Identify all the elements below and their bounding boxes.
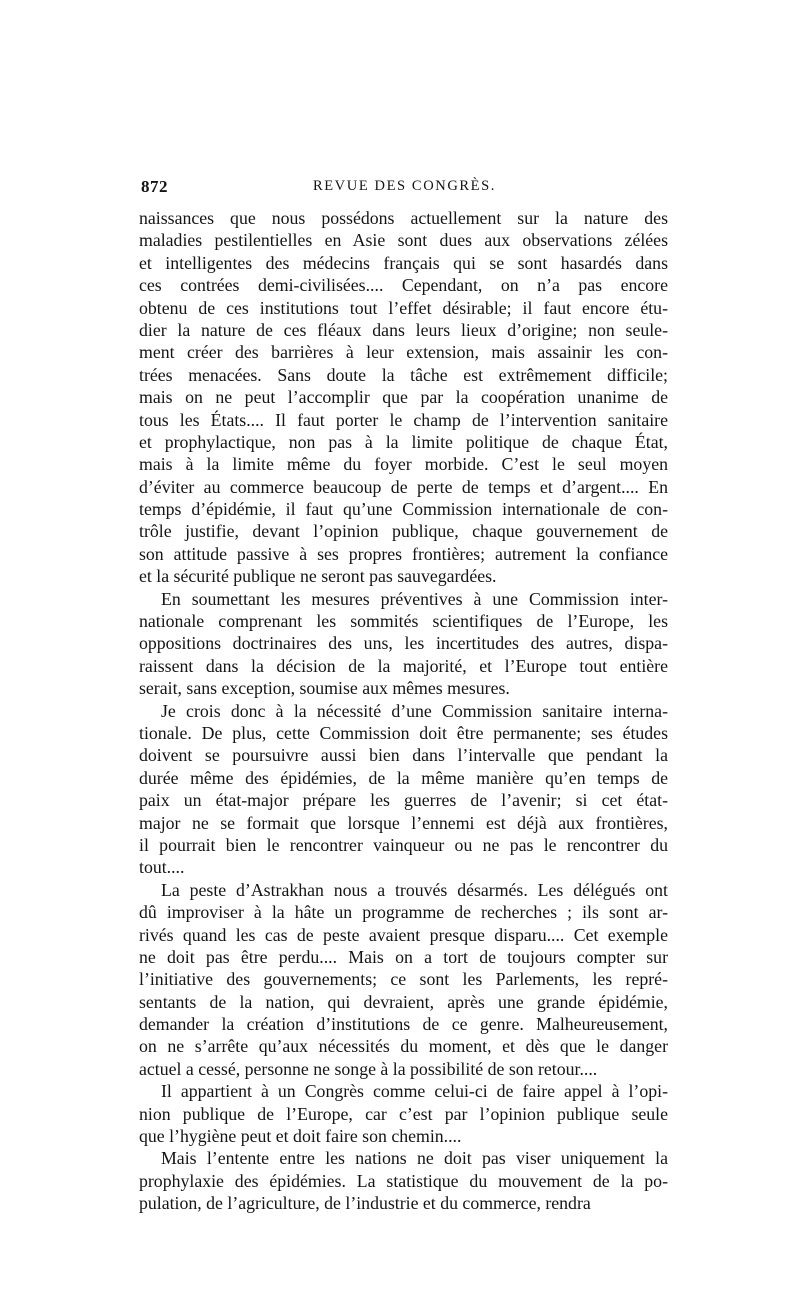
text-line: il pourrait bien le rencontrer vainqueur ou ne pas le rencontrer du	[139, 834, 668, 855]
paragraph	[139, 700, 668, 879]
paragraph	[139, 1147, 668, 1214]
text-line: oppositions doctrinaires des uns, les incertitudes des autres, dispa-	[139, 633, 668, 654]
text-line: demander la création d’institutions de ce genre. Malheureusement,	[139, 1014, 668, 1035]
text-line: dû improviser à la hâte un programme de recherches ; ils sont ar-	[139, 902, 668, 923]
paragraph	[139, 588, 668, 700]
text-line: ment créer des barrières à leur extension, mais assainir les con-	[139, 342, 668, 363]
text-line: ne doit pas être perdu.... Mais on a tort de toujours compter sur	[139, 946, 668, 967]
text-line: raissent dans la décision de la majorité, et l’Europe tout entière	[139, 655, 668, 676]
text-line: En soumettant les mesures préventives à une Commission inter-	[161, 588, 668, 609]
text-line: nationale comprenant les sommités scientifiques de l’Europe, les	[139, 611, 668, 632]
text-line: paix un état-major prépare les guerres de l’avenir; si cet état-	[139, 790, 668, 811]
text-line: naissances que nous possédons actuellement sur la nature des	[139, 208, 668, 228]
text-line: Mais l’entente entre les nations ne doit pas viser uniquement la	[161, 1148, 668, 1169]
text-line: La peste d’Astrakhan nous a trouvés désarmés. Les délégués ont	[161, 879, 668, 900]
text-line: nion publique de l’Europe, car c’est par l’opinion publique seule	[139, 1103, 668, 1124]
text-line: actuel a cessé, personne ne songe à la possibilité de son retour....	[139, 1058, 598, 1079]
text-line: Il appartient à un Congrès comme celui-ci de faire appel à l’opi-	[161, 1081, 668, 1102]
running-title: REVUE DES CONGRÈS.	[312, 178, 497, 194]
text-line: trées menacées. Sans doute la tâche est extrêmement difficile;	[139, 364, 668, 385]
text-line: on ne s’arrête qu’aux nécessités du moment, et dès que le danger	[139, 1036, 668, 1057]
paragraph	[139, 207, 668, 588]
text-line: et la sécurité publique ne seront pas sauvegardées.	[139, 566, 497, 587]
text-line: et prophylactique, non pas à la limite politique de chaque État,	[139, 431, 668, 452]
text-line: major ne se formait que lorsque l’ennemi est déjà aux frontières,	[139, 812, 668, 833]
body-text	[139, 207, 668, 1215]
text-line: d’éviter au commerce beaucoup de perte de temps et d’argent.... En	[139, 476, 668, 497]
text-line: pulation, de l’agriculture, de l’industrie et du commerce, rendra	[139, 1193, 591, 1214]
text-line: mais à la limite même du foyer morbide. C’est le seul moyen	[139, 454, 668, 475]
text-line: maladies pestilentielles en Asie sont dues aux observations zélées	[139, 230, 668, 251]
text-line: tionale. De plus, cette Commission doit être permanente; ses études	[139, 722, 668, 743]
text-line: trôle justifie, devant l’opinion publique, chaque gouvernement de	[139, 521, 668, 542]
text-line: que l’hygiène peut et doit faire son chemin....	[139, 1126, 462, 1147]
text-line: temps d’épidémie, il faut qu’une Commission internationale de con-	[139, 499, 668, 520]
text-line: tous les États.... Il faut porter le champ de l’intervention sanitaire	[139, 409, 668, 430]
text-line: l’initiative des gouvernements; ce sont les Parlements, les repré-	[139, 969, 668, 990]
text-line: prophylaxie des épidémies. La statistique du mouvement de la po-	[139, 1170, 668, 1191]
text-line: tout....	[139, 857, 185, 878]
text-line: ces contrées demi-civilisées.... Cependant, on n’a pas encore	[139, 275, 668, 296]
text-line: son attitude passive à ses propres frontières; autrement la confiance	[139, 543, 668, 564]
paragraph	[139, 1080, 668, 1147]
text-line: rivés quand les cas de peste avaient presque disparu.... Cet exemple	[139, 924, 668, 945]
text-line: doivent se poursuivre aussi bien dans l’intervalle que pendant la	[139, 745, 668, 766]
text-line: serait, sans exception, soumise aux mêmes mesures.	[139, 678, 510, 699]
text-line: durée même des épidémies, de la même manière qu’en temps de	[139, 767, 668, 788]
page-number: 872	[141, 177, 168, 196]
text-line: dier la nature de ces fléaux dans leurs lieux d’origine; non seule-	[139, 319, 668, 340]
text-line: et intelligentes des médecins français qui se sont hasardés dans	[139, 252, 668, 273]
text-line: sentants de la nation, qui devraient, après une grande épidémie,	[139, 991, 668, 1012]
paragraph	[139, 879, 668, 1081]
text-line: Je crois donc à la nécessité d’une Commission sanitaire interna-	[161, 700, 668, 721]
text-line: mais on ne peut l’accomplir que par la coopération unanime de	[139, 387, 668, 408]
text-line: obtenu de ces institutions tout l’effet désirable; il faut encore étu-	[139, 297, 668, 318]
page-header	[141, 177, 668, 199]
